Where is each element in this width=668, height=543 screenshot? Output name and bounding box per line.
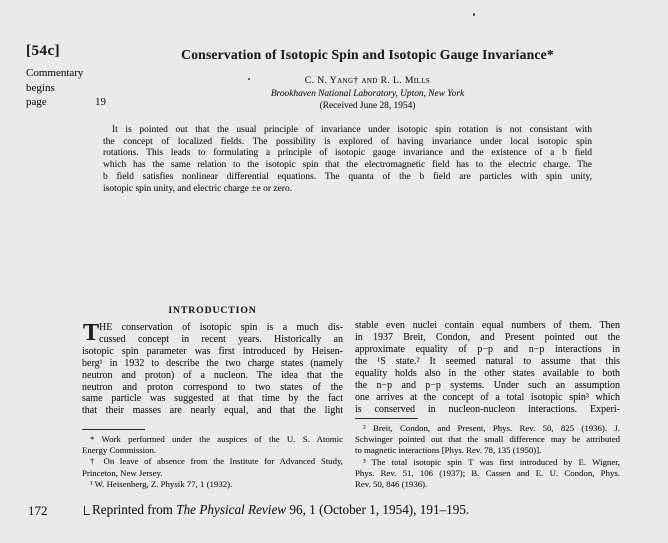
text-line: rotations. This leads to formulating a principle of isotopic gauge invariance and the existence of a b field	[103, 148, 592, 159]
paper-header	[100, 47, 635, 111]
reprint-journal-title: The Physical Review	[176, 502, 287, 517]
footnotes-right	[355, 423, 620, 490]
text-line: isotopic spin parameter was first introduced by Heisen-	[82, 345, 343, 357]
scan-speckle	[473, 13, 475, 16]
text-line: Commentary	[26, 67, 84, 79]
text-line: same particle was suggested at that time by the fact	[82, 393, 343, 405]
book-page-number: 172	[28, 503, 48, 518]
dropcap-letter: T	[83, 320, 100, 346]
text-line: that their masses are nearly equal, and that the light	[82, 405, 343, 417]
corner-bracket-mark-icon	[84, 506, 90, 515]
paper-affiliation: Brookhaven National Laboratory, Upton, New York	[270, 88, 465, 99]
text-line: the n−p and p−p systems. Under such an assumption	[355, 380, 620, 391]
paper-authors: C. N. Yang† and R. L. Mills	[304, 75, 431, 86]
text-line: the ¹S state.² It seemed natural to assume that this	[355, 356, 620, 367]
text-line: ¹ W. Heisenberg, Z. Physik 77, 1 (1932).	[90, 478, 233, 489]
text-line: isotopic spin unity, and electric charge ±e or zero.	[103, 183, 293, 194]
text-line: b field satisfies nonlinear differential equations. The quanta of the b field are particles with spin unity,	[103, 171, 592, 182]
reprint-citation-suffix: 96, 1 (October 1, 1954), 191–195.	[286, 502, 470, 517]
margin-reprint-label: [54c]	[26, 43, 61, 59]
paper-title: Conservation of Isotopic Spin and Isotopic Gauge Invariance*	[181, 47, 554, 62]
text-line: Rev. 50, 846 (1936).	[355, 479, 428, 490]
text-line: approximate equality of p−p and n−p interactions in	[355, 344, 620, 355]
text-line: cussed concept in recent years. Historically an	[99, 333, 343, 345]
footnote-rule-left	[82, 429, 145, 430]
text-line: berg¹ in 1932 to describe the two charge states (namely	[82, 357, 343, 369]
text-line: the concept of localized fields. The possibility is explored of having invariance under local isotopic spin	[103, 136, 592, 147]
text-line: equality holds also in the other states available to both	[355, 368, 620, 379]
text-line: is conserved in nucleon-nucleon interactions. Experi-	[355, 404, 620, 415]
reprint-citation-prefix: Reprinted from	[92, 502, 177, 517]
text-line: begins	[26, 81, 55, 94]
text-line: one arrives at the concept of a total isotopic spin³ which	[355, 392, 620, 403]
body-column-left	[82, 322, 343, 417]
text-line: ² Breit, Condon, and Present, Phys. Rev. 50, 825 (1936). J.	[363, 423, 620, 433]
footnotes-left	[82, 434, 343, 490]
text-line: which has the same relation to the isotopic spin that the electromagnetic field has to the electric charge. The	[103, 160, 592, 171]
body-column-right	[355, 320, 620, 416]
footnote-rule-right	[355, 418, 418, 419]
text-line: HE conservation of isotopic spin is a much dis-	[99, 322, 343, 333]
text-line: page 19	[26, 96, 106, 108]
text-line: neutron and proton) of a nucleon. The idea that the	[82, 369, 343, 381]
text-line: Princeton, New Jersey.	[82, 467, 163, 478]
section-heading-introduction: INTRODUCTION	[168, 305, 257, 316]
text-line: ³ The total isotopic spin T was first introduced by E. Wigner,	[363, 456, 620, 467]
text-line: Schwinger pointed out that the small difference may be attributed	[355, 434, 620, 445]
text-line: * Work performed under the auspices of the U. S. Atomic	[90, 434, 343, 444]
text-line: to magnetic interactions [Phys. Rev. 78, 135 (1950)].	[355, 445, 542, 456]
text-line: stable even nuclei contain equal numbers of them. Then	[355, 320, 620, 331]
margin-commentary-note	[26, 66, 106, 110]
text-line: Energy Commission.	[82, 445, 157, 456]
text-line: Phys. Rev. 51, 106 (1937); B. Cassen and E. U. Condon, Phys.	[355, 467, 620, 478]
scan-speckle	[248, 78, 250, 80]
text-line: It is pointed out that the usual principle of invariance under isotopic spin rotation is not consistant with	[112, 125, 592, 135]
text-line: in 1937 Breit, Condon, and Present pointed out the	[355, 332, 620, 343]
text-line: † On leave of absence from the Institute for Advanced Study,	[90, 456, 343, 467]
received-date: (Received June 28, 1954)	[319, 101, 416, 111]
reprint-citation	[84, 502, 469, 518]
text-line: neutron and proton correspond to two states of the	[82, 381, 343, 393]
paper-abstract	[103, 125, 592, 195]
